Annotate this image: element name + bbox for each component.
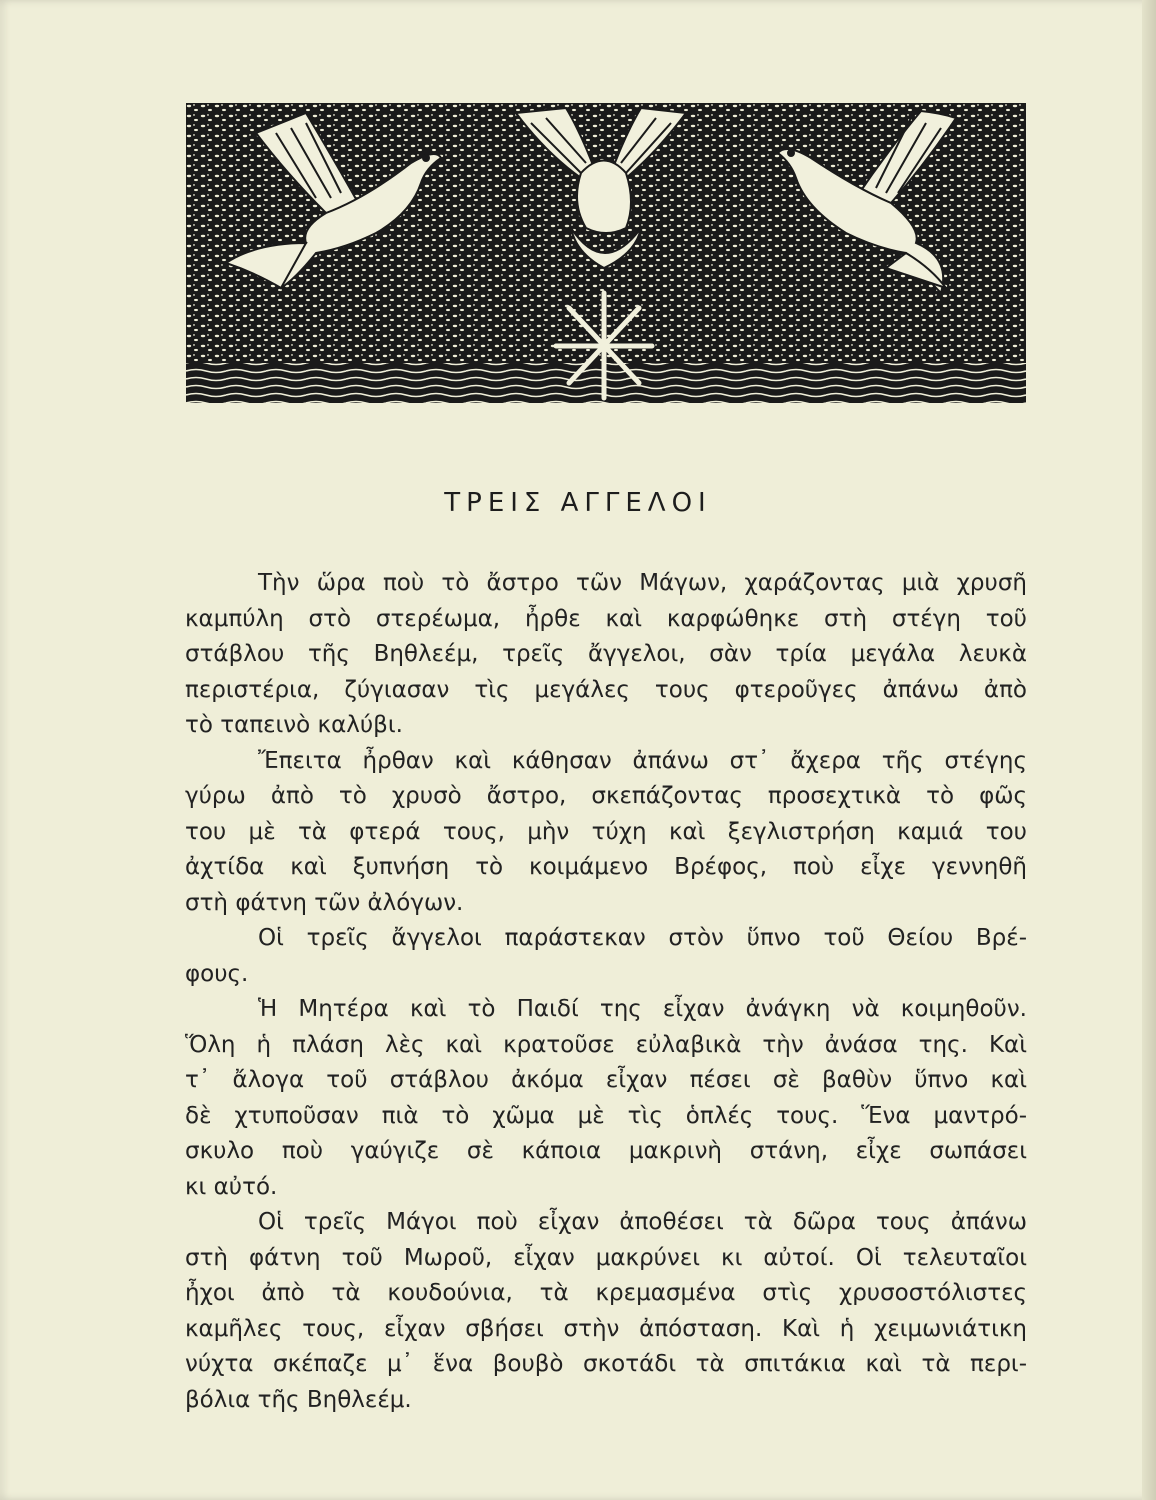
text-line: σκυλο ποὺ γαύγιζε σὲ κάποια μακρινὴ στάνη, εἶχε σωπάσει bbox=[185, 1138, 1027, 1164]
text-line: φους. bbox=[185, 960, 249, 987]
text-line: τὸ ταπεινὸ καλύβι. bbox=[185, 712, 403, 738]
text-line: δὲ χτυποῦσαν πιὰ τὸ χῶμα μὲ τὶς ὁπλές τους. Ἕνα μαντρό- bbox=[185, 1102, 1027, 1129]
text-line: κι αὐτό. bbox=[185, 1173, 278, 1200]
page-title: ΤΡΕΙΣ ΑΓΓΕΛΟΙ bbox=[444, 488, 712, 518]
story-text bbox=[185, 566, 1027, 1418]
text-line: Τὴν ὥρα ποὺ τὸ ἄστρο τῶν Μάγων, χαράζοντας μιὰ χρυσῆ bbox=[258, 570, 1027, 596]
woodcut-illustration bbox=[186, 103, 1026, 403]
star-icon bbox=[556, 293, 652, 398]
text-line: ἀχτίδα καὶ ξυπνήση τὸ κοιμάμενο Βρέφος, ποὺ εἶχε γεννηθῆ bbox=[185, 854, 1027, 880]
text-line: ἦχοι ἀπὸ τὰ κουδούνια, τὰ κρεμασμένα στὶς χρυσοστόλιστες bbox=[185, 1280, 1027, 1306]
text-line: στὴ φάτνη τῶν ἀλόγων. bbox=[185, 889, 464, 916]
text-line: τ᾽ ἄλογα τοῦ στάβλου ἀκόμα εἶχαν πέσει σὲ βαθὺν ὕπνο καὶ bbox=[185, 1067, 1027, 1093]
text-line: Ὅλη ἡ πλάση λὲς καὶ κρατοῦσε εὐλαβικὰ τὴν ἀνάσα της. Καὶ bbox=[185, 1031, 1027, 1058]
text-line: νύχτα σκέπαζε μ᾽ ἕνα βουβὸ σκοτάδι τὰ σπιτάκια καὶ τὰ περι- bbox=[185, 1351, 1027, 1377]
text-line: στὴ φάτνη τοῦ Μωροῦ, εἶχαν μακρύνει κι αὐτοί. Οἱ τελευταῖοι bbox=[185, 1244, 1027, 1271]
text-line: Ἡ Μητέρα καὶ τὸ Παιδί της εἶχαν ἀνάγκη νὰ κοιμηθοῦν. bbox=[258, 996, 1027, 1022]
text-line: περιστέρια, ζύγιασαν τὶς μεγάλες τους φτεροῦγες ἀπάνω ἀπὸ bbox=[185, 676, 1027, 703]
page-edge bbox=[1142, 0, 1156, 1500]
text-line: γύρω ἀπὸ τὸ χρυσὸ ἄστρο, σκεπάζοντας προσεχτικὰ τὸ φῶς bbox=[185, 783, 1027, 809]
text-line: στάβλου τῆς Βηθλεέμ, τρεῖς ἄγγελοι, σὰν τρία μεγάλα λευκὰ bbox=[185, 641, 1027, 667]
text-line: Ἔπειτα ἦρθαν καὶ κάθησαν ἀπάνω στ᾽ ἄχερα τῆς στέγης bbox=[258, 747, 1027, 774]
text-line: Οἱ τρεῖς Μάγοι ποὺ εἶχαν ἀποθέσει τὰ δῶρα τους ἀπάνω bbox=[258, 1209, 1027, 1235]
text-line: καμῆλες τους, εἶχαν σβήσει στὴν ἀπόσταση. Καὶ ἡ χειμωνιάτικη bbox=[185, 1315, 1027, 1342]
text-line: καμπύλη στὸ στερέωμα, ἦρθε καὶ καρφώθηκε στὴ στέγη τοῦ bbox=[185, 605, 1027, 632]
text-line: του μὲ τὰ φτερά τους, μὴν τύχη καὶ ξεγλιστρήση καμιά του bbox=[185, 818, 1027, 845]
text-line: βόλια τῆς Βηθλεέμ. bbox=[185, 1386, 412, 1413]
text-line: Οἱ τρεῖς ἄγγελοι παράστεκαν στὸν ὕπνο τοῦ Θείου Βρέ- bbox=[258, 925, 1027, 951]
